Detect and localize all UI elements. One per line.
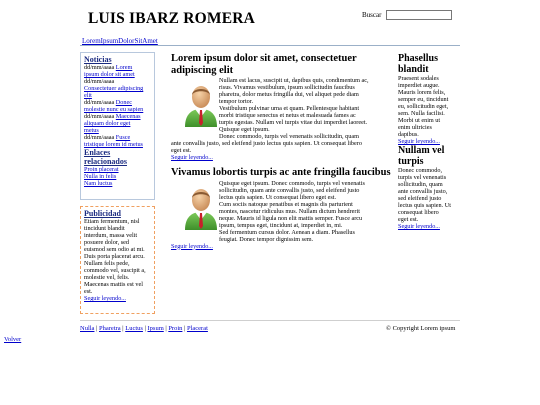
right-text-line: semper eu, tincidunt [398,96,449,103]
news-item [84,106,151,113]
article-text-line: montes, nascetur ridiculus mus. Nullam dictum hendrerit [219,207,360,215]
footer-link[interactable]: Pharetra [99,325,121,332]
ads-read-more-link[interactable]: Seguir leyendo... [84,295,126,302]
news-item [84,92,151,99]
article-text-line: Sed fermentum cursus dolor. Aenean a diam. Phasellus [219,228,355,236]
news-item [84,120,151,127]
right-text-line: enim ultricies [398,124,432,131]
ads-text-line: euismod sem odio at mi. [84,246,145,253]
right-text-line: sed eleifend justo [398,195,442,202]
user-avatar-icon [181,186,221,230]
related-links-list [84,166,151,187]
news-date: dd/mm/aaaa [84,113,116,120]
right-text-line: imperdiet augue. [398,82,440,89]
right-block-title [398,145,460,167]
news-link[interactable]: Maecenas [115,113,141,120]
article-text-line: Nullam est lacus, suscipit ut, dapibus quis, condimentum ac, [219,77,369,84]
right-block-title-line: Nullam vel [398,145,445,156]
right-block-title [398,53,460,75]
article-text-line: lectus quis sapien. Ut consequat libero eget est. [219,193,337,201]
right-block-title-line: turpis [398,156,424,167]
right-text-line: Donec commodo, [398,167,442,174]
news-item [84,134,151,141]
article-text-line: turpis egestas. Nullam vel turpis vitae dui imperdiet laoreet. [219,119,368,126]
right-block-text [398,75,460,138]
article-text-line: morbi tristique senectus et netus et malesuada fames ac [219,112,356,119]
ads-text-line: commodo vel, suscipit a, [84,267,146,274]
article-text-line: Quisque eget ipsum. Donec commodo, turpis vel venenatis [219,179,365,187]
search-input[interactable] [386,10,452,20]
news-item [84,71,151,78]
article-text-line: Cum sociis natoque penatibus et magnis dis parturient [219,200,353,208]
main-content [171,53,391,250]
news-link[interactable]: ipsum dolor sit amet [84,71,135,78]
news-link[interactable]: Consectetuer adipiscing [84,85,144,92]
article-text-line: Vestibulum pulvinar urna et quam. Pellentesque habitant [219,105,360,112]
article-body [171,77,391,161]
news-list [84,64,151,148]
article-body [171,180,391,250]
article-title: Vivamus lobortis turpis ac ante fringilla faucibus [171,167,391,178]
news-link[interactable]: Lorem [115,64,133,71]
right-read-more-link[interactable]: Seguir leyendo... [398,223,440,230]
related-heading [84,148,151,166]
news-item [84,113,151,120]
news-link[interactable]: metus [84,127,99,134]
ads-text-line: molestie vel, felis. [84,274,130,281]
footer-link[interactable]: Placerat [186,325,208,332]
article-text-line: Donec commodo, turpis vel venenatis sollicitudin, quam [219,133,359,140]
right-text-line: sollicitudin, quam [398,181,443,188]
header-divider [80,45,460,46]
article-text-line: tempor tortor. [219,98,254,105]
back-link[interactable]: Volver [4,336,22,343]
article-text-line: risus. Vivamus vestibulum, ipsum sollicitudin faucibus [219,84,355,91]
related-link[interactable]: Nam luctus [84,180,113,187]
article-read-more-link[interactable]: Seguir leyendo... [171,242,213,250]
news-item [84,99,151,106]
right-text-line: sem. Nulla facilisi. [398,110,445,117]
article-text-line: sollicitudin, quam ante convallis justo, sed eleifend justo [219,186,360,194]
right-block-title-line: blandit [398,64,429,75]
right-column [398,53,460,230]
related-link[interactable]: Proin placerat [84,166,119,173]
right-block [398,145,460,230]
news-item [84,141,151,148]
right-text-line: Mauris lorem felis, [398,89,446,96]
right-text-line: ante convallis justo, [398,188,448,195]
footer-separator: | [120,325,126,332]
news-date: dd/mm/aaaa [84,99,116,106]
ads-text-line: est. [84,288,93,295]
footer-links [80,325,208,332]
article-read-more-link[interactable]: Seguir leyendo... [171,154,213,161]
news-link[interactable]: Fusce [115,134,131,141]
article-text-line: eget est. [171,147,192,154]
footer-separator: | [94,325,100,332]
ads-box [80,206,155,314]
right-text-line: dapibus. [398,131,419,138]
news-link[interactable]: molestie nunc eu sapien [84,106,144,113]
user-avatar-icon [181,83,221,127]
ads-text-line: posuere dolor, sed [84,239,129,246]
footer-separator: | [182,325,187,332]
news-box [80,52,155,200]
ads-text-line: interdum, massa velit [84,232,138,239]
footer-divider [80,320,460,321]
news-link[interactable]: elit [84,92,92,99]
news-item [84,78,151,85]
ads-heading[interactable]: Publicidad [84,209,121,218]
article-text-line: Quisque eget ipsum. [219,126,270,133]
news-link[interactable]: aliquam dolor eget [84,120,131,127]
news-item [84,64,151,71]
article-text-line: ipsum, tempus eget, tincidunt at, imperdiet in, mi. [219,221,343,229]
footer-link[interactable]: Ipsum [147,325,164,332]
news-item [84,85,151,92]
footer-link[interactable]: Proin [168,325,183,332]
right-text-line: Morbi ut enim ut [398,117,441,124]
ads-text-line: Duis porta placerat arcu. [84,253,145,260]
ads-text-line: Maecenas mattis est vel [84,281,143,288]
article-text [171,140,391,154]
footer-link[interactable]: Nulla [80,325,95,332]
right-text-line: consequat libero [398,209,439,216]
news-date: dd/mm/aaaa [84,78,115,85]
article [171,167,391,250]
right-text-line: turpis vel venenatis [398,174,447,181]
news-item [84,127,151,134]
article-text-line: neque. Mauris id ligula non elit mattis semper. Fusce arcu [219,214,363,222]
right-text-line: eu, sollicitudin eget, [398,103,449,110]
right-text-line: lectus quis sapien. Ut [398,202,451,209]
related-heading-line-2: relacionados [84,157,127,166]
right-block-title-line: Phasellus [398,53,439,64]
related-heading-line-1: Enlaces [84,148,111,157]
search-label: Buscar [362,11,382,19]
news-link[interactable]: tristique lorem id metus [84,141,143,148]
right-text-line: eget est. [398,216,419,223]
article-text-line: pharetra, dolor metus fringilla dui, vel aliquet pede diam [219,91,359,98]
ads-text-line: Nullam felis pede, [84,260,130,267]
article-text-line: feugiat. Donec tempor dignissim sem. [219,235,314,243]
site-title: LUIS IBARZ ROMERA [88,10,256,27]
news-heading[interactable]: Noticias [84,55,112,64]
right-text-line: Praesent sodales [398,75,439,82]
footer-separator: | [163,325,169,332]
news-link[interactable]: Donec [115,99,132,106]
article-title: Lorem ipsum dolor sit amet, consectetuer adipiscing elit [171,53,357,76]
footer-link[interactable]: Luctus [125,325,143,332]
related-link[interactable]: Nulla in felis [84,173,117,180]
copyright-text: © Copyright Lorem ipsum [386,325,456,332]
ads-text [84,218,151,295]
article [171,53,391,161]
footer-separator: | [142,325,148,332]
top-nav-link[interactable]: LoremIpsumDolorSitAmet [82,37,158,45]
right-read-more-link[interactable]: Seguir leyendo... [398,138,440,145]
news-date: dd/mm/aaaa [84,134,116,141]
ads-text-line: Etiam fermentum, nisl [84,218,140,225]
right-block-text [398,167,460,223]
news-date: dd/mm/aaaa [84,64,116,71]
ads-text-line: tincidunt blandit [84,225,125,232]
right-block [398,53,460,145]
article-text-line: ante convallis justo, sed eleifend justo lectus quis sapien. Ut consequat libero [171,140,362,147]
